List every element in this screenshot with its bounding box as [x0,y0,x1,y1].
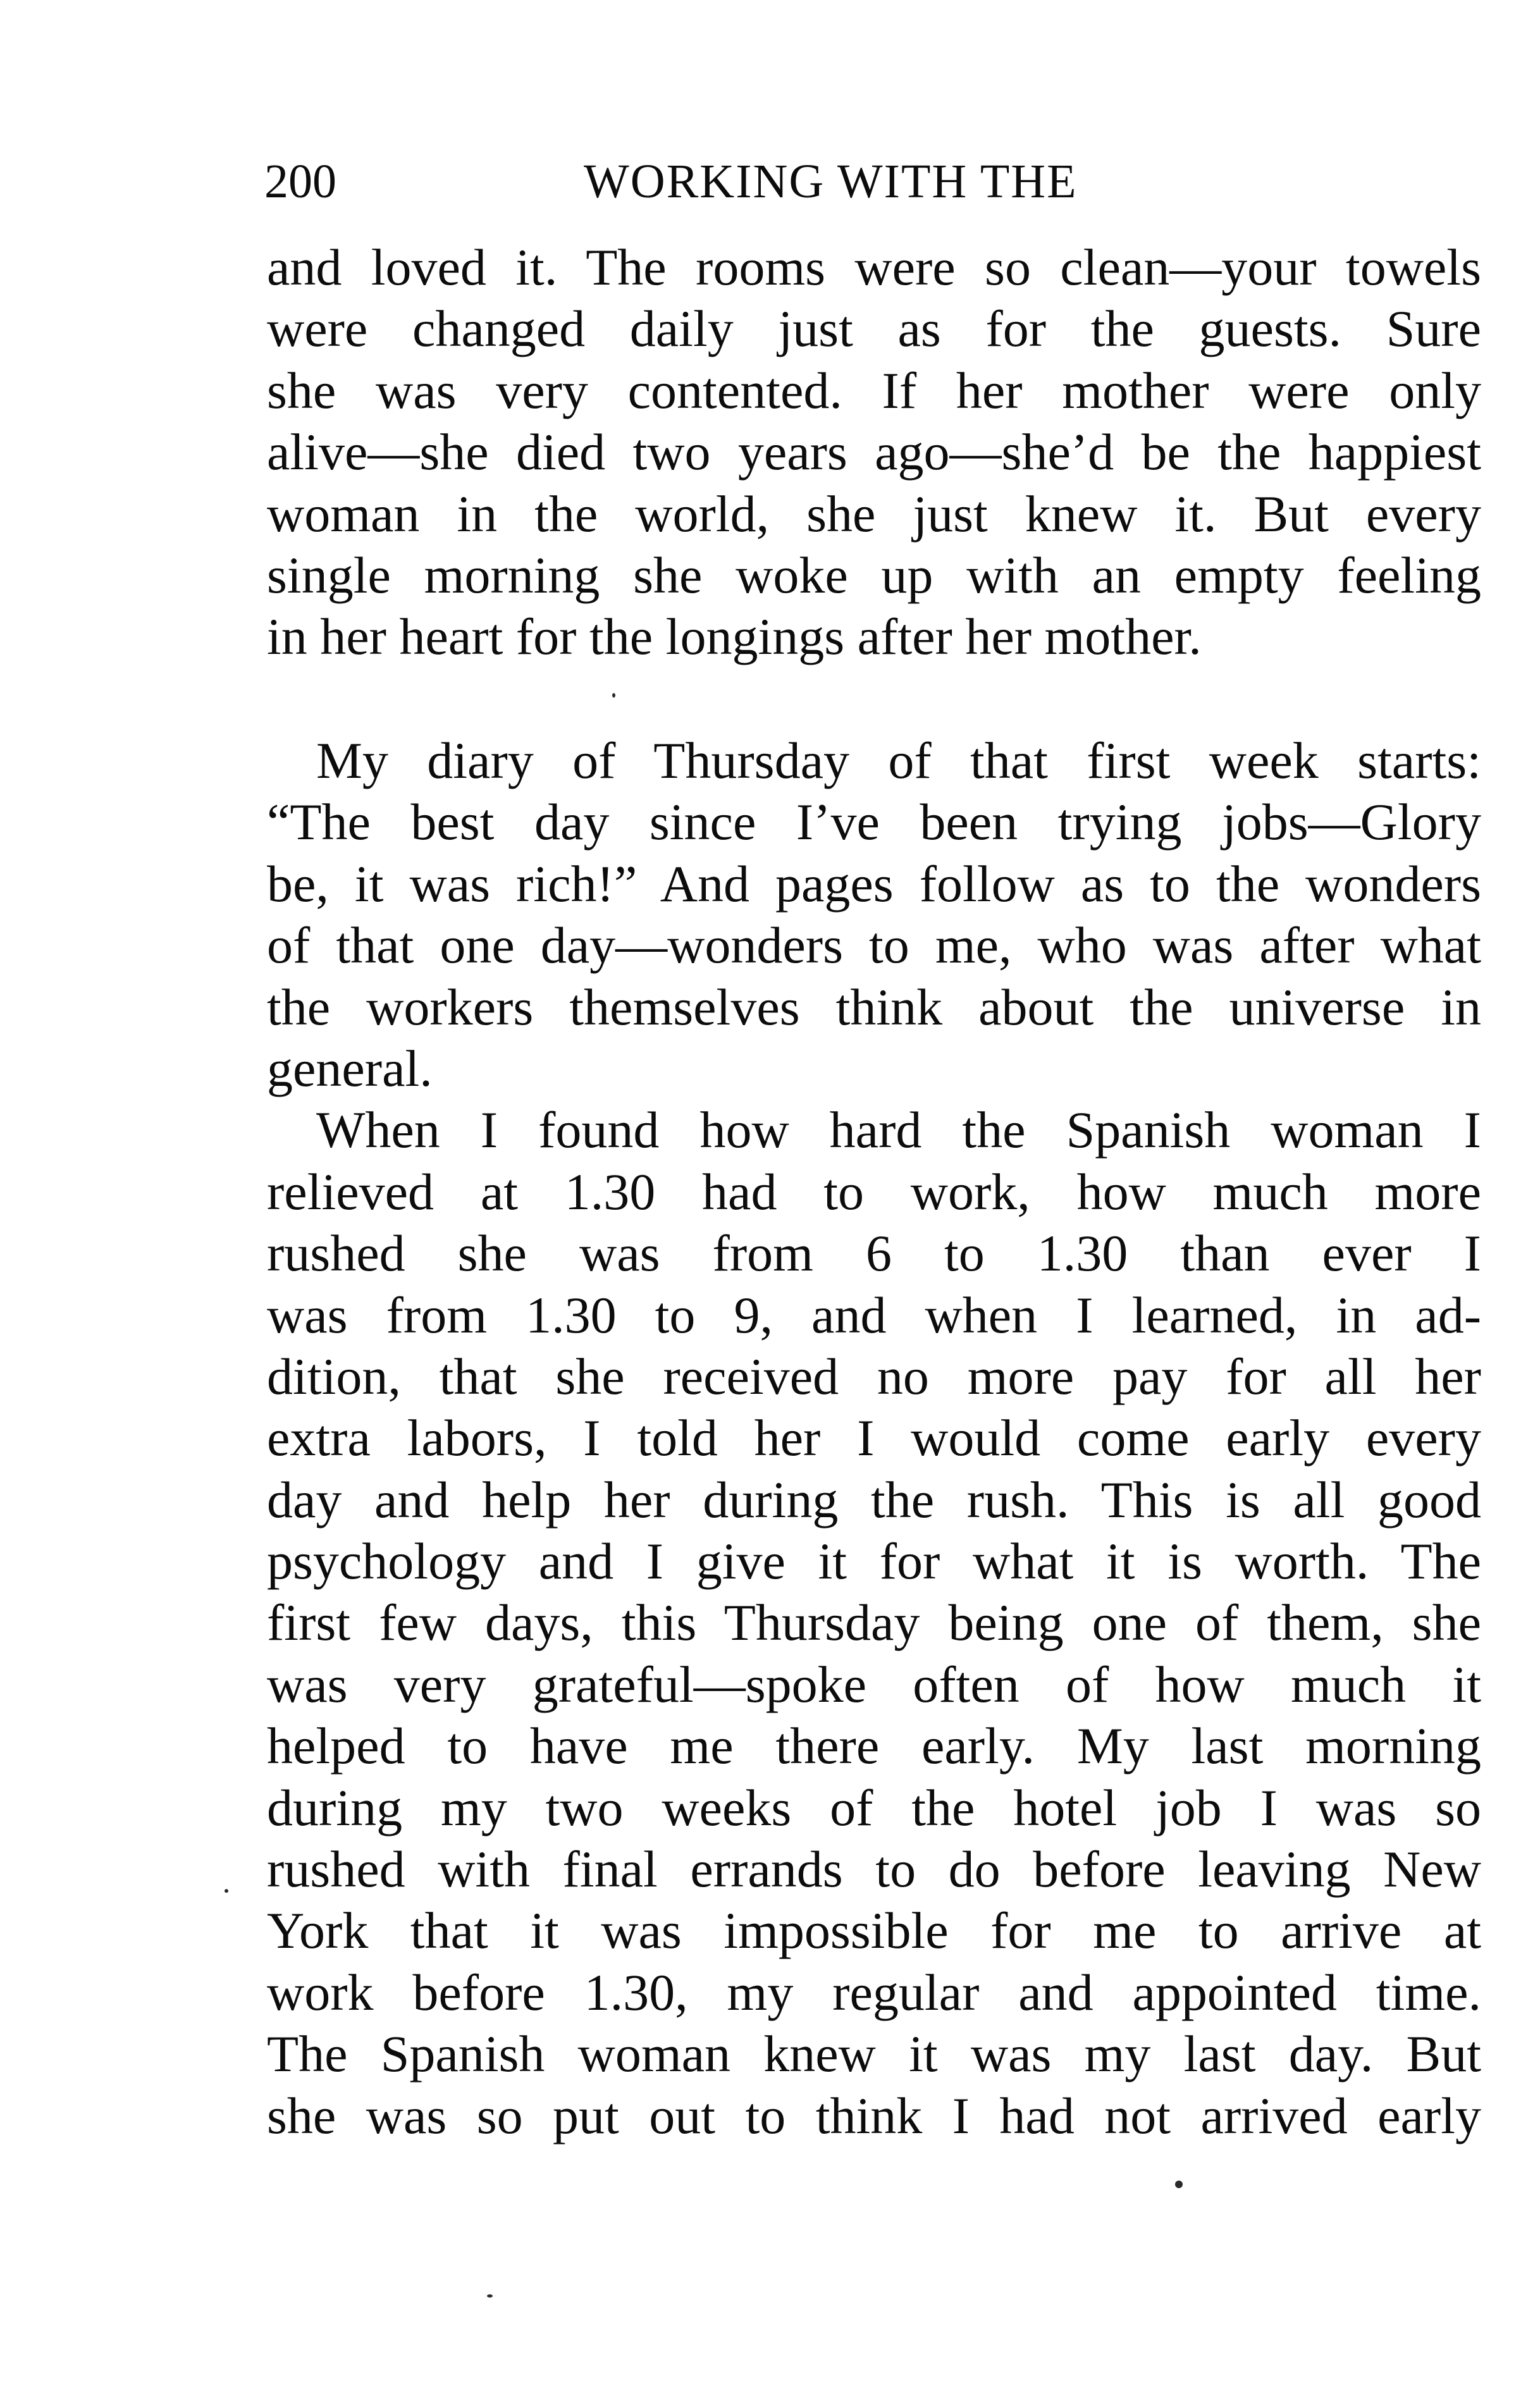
text-line: were changed daily just as for the guests. Sure [267,300,1481,358]
text-line: “The best day since I’ve been trying jobs—Glory [267,793,1481,851]
text-line: alive—she died two years ago—she’d be the happiest [267,423,1481,481]
ink-speck [487,2294,493,2298]
text-line: was from 1.30 to 9, and when I learned, in ad- [267,1286,1481,1344]
text-line: psychology and I give it for what it is worth. The [267,1532,1481,1591]
paragraph-1 [267,237,1481,668]
ink-speck [225,1889,228,1893]
text-line: and loved it. The rooms were so clean—your towels [267,238,1481,296]
text-line: the workers themselves think about the universe in [267,978,1481,1036]
running-title: WORKING WITH THE [584,155,1078,208]
text-line: first few days, this Thursday being one of them, she [267,1594,1481,1652]
text-line: during my two weeks of the hotel job I was so [267,1778,1481,1837]
text-line: be, it was rich!” And pages follow as to the wonders [267,854,1481,913]
text-line: work before 1.30, my regular and appointed time. [267,1963,1481,2021]
text-line: she was so put out to think I had not arrived early [267,2086,1481,2145]
text-line: rushed with final errands to do before leaving New [267,1840,1481,1898]
text-line: York that it was impossible for me to arrive at [267,1902,1481,1960]
text-line: helped to have me there early. My last morning [267,1717,1481,1775]
text-line: single morning she woke up with an empty feeling [267,546,1481,604]
text-line: relieved at 1.30 had to work, how much more [267,1162,1481,1221]
running-head [264,147,1481,216]
text-line: woman in the world, she just knew it. But every [267,484,1481,543]
text-line: in her heart for the longings after her mother. [267,608,1202,666]
ink-speck [1175,2181,1183,2188]
text-line: she was very contented. If her mother were only [267,361,1481,419]
text-line: dition, that she received no more pay for all her [267,1347,1481,1405]
ink-speck [612,693,615,698]
text-line: My diary of Thursday of that first week starts: [316,732,1481,789]
text-line: extra labors, I told her I would come early every [267,1409,1481,1467]
text-line: The Spanish woman knew it was my last day. But [267,2025,1481,2083]
page-number: 200 [264,155,336,208]
paragraph-2-and-3 [267,730,1481,2146]
text-line: rushed she was from 6 to 1.30 than ever I [267,1224,1481,1283]
text-line: of that one day—wonders to me, who was after what [267,916,1481,975]
text-line: general. [267,1039,433,1097]
text-line: day and help her during the rush. This is all good [267,1470,1481,1529]
text-line: When I found how hard the Spanish woman I [316,1101,1481,1159]
text-line: was very grateful—spoke often of how much it [267,1655,1481,1713]
